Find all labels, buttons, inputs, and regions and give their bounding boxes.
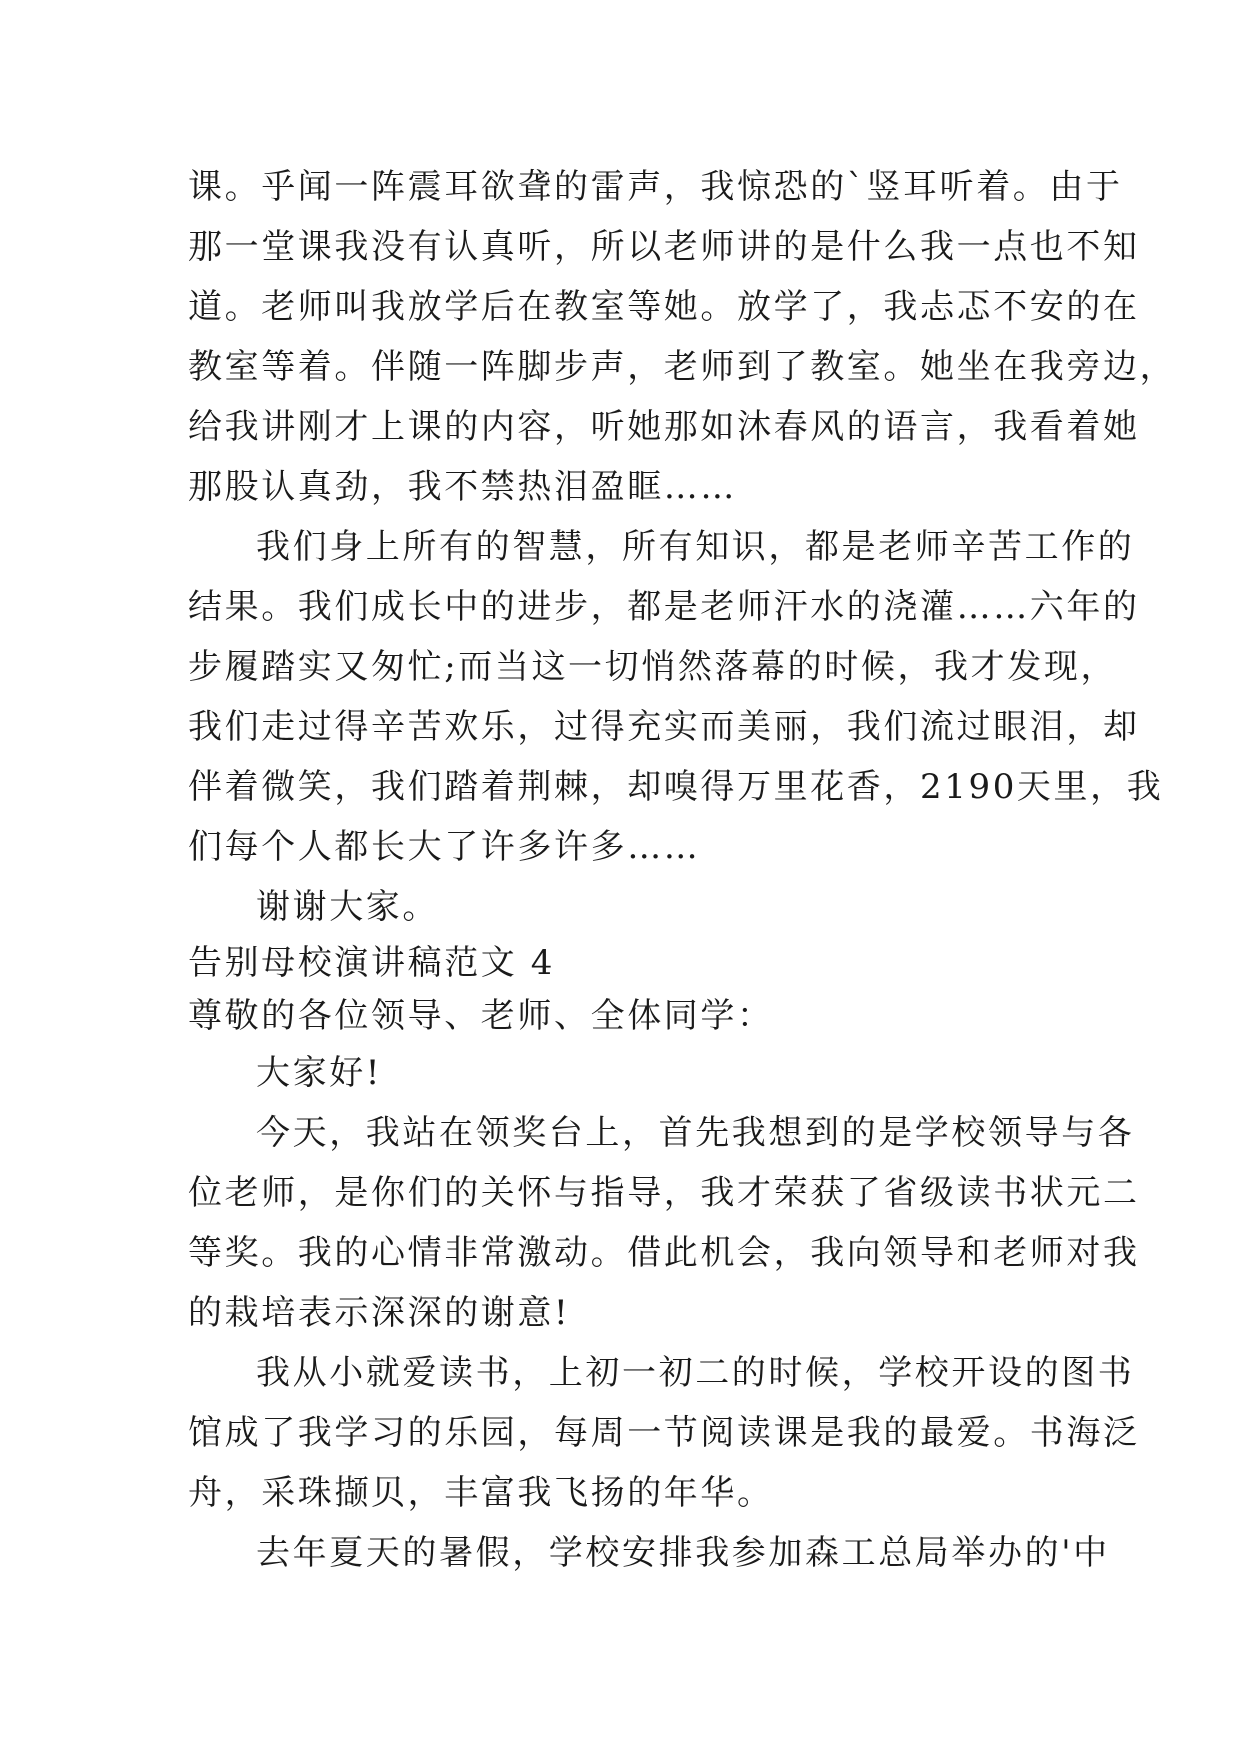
- salutation: 尊敬的各位领导、老师、全体同学：: [188, 996, 774, 1036]
- text-line: 课。乎闻一阵震耳欲聋的雷声，我惊恐的`竖耳听着。由于: [188, 167, 1123, 207]
- text-line: 位老师，是你们的关怀与指导，我才荣获了省级读书状元二: [188, 1173, 1140, 1213]
- text-line: 谢谢大家。: [256, 887, 439, 927]
- text-line: 结果。我们成长中的进步，都是老师汗水的浇灌……六年的: [188, 587, 1140, 627]
- text-line: 等奖。我的心情非常激动。借此机会，我向领导和老师对我: [188, 1233, 1140, 1273]
- text-line: 我从小就爱读书，上初一初二的时候，学校开设的图书: [256, 1353, 1135, 1393]
- text-line: 道。老师叫我放学后在教室等她。放学了，我忐忑不安的在: [188, 287, 1140, 327]
- text-line: 那股认真劲，我不禁热泪盈眶……: [188, 467, 737, 507]
- text-line: 的栽培表示深深的谢意!: [188, 1293, 571, 1333]
- text-line: 我们走过得辛苦欢乐，过得充实而美丽，我们流过眼泪，却: [188, 707, 1140, 747]
- text-line: 馆成了我学习的乐园，每周一节阅读课是我的最爱。书海泛: [188, 1413, 1140, 1453]
- section-heading: 告别母校演讲稿范文 4: [188, 943, 556, 983]
- text-line: 去年夏天的暑假，学校安排我参加森工总局举办的'中: [256, 1533, 1110, 1573]
- greeting: 大家好!: [256, 1053, 383, 1093]
- document-body: [188, 157, 1177, 1583]
- text-line: 伴着微笑，我们踏着荆棘，却嗅得万里花香，2190天里，我: [188, 767, 1164, 807]
- text-line: 那一堂课我没有认真听，所以老师讲的是什么我一点也不知: [188, 227, 1140, 267]
- text-line: 给我讲刚才上课的内容，听她那如沐春风的语言，我看着她: [188, 407, 1140, 447]
- text-line: 今天，我站在领奖台上，首先我想到的是学校领导与各: [256, 1113, 1135, 1153]
- text-line: 们每个人都长大了许多许多……: [188, 827, 701, 867]
- text-line: 步履踏实又匆忙;而当这一切悄然落幕的时候，我才发现，: [188, 647, 1118, 687]
- text-line: 教室等着。伴随一阵脚步声，老师到了教室。她坐在我旁边，: [188, 347, 1177, 387]
- text-line: 我们身上所有的智慧，所有知识，都是老师辛苦工作的: [256, 527, 1135, 567]
- text-line: 舟，采珠撷贝，丰富我飞扬的年华。: [188, 1473, 774, 1513]
